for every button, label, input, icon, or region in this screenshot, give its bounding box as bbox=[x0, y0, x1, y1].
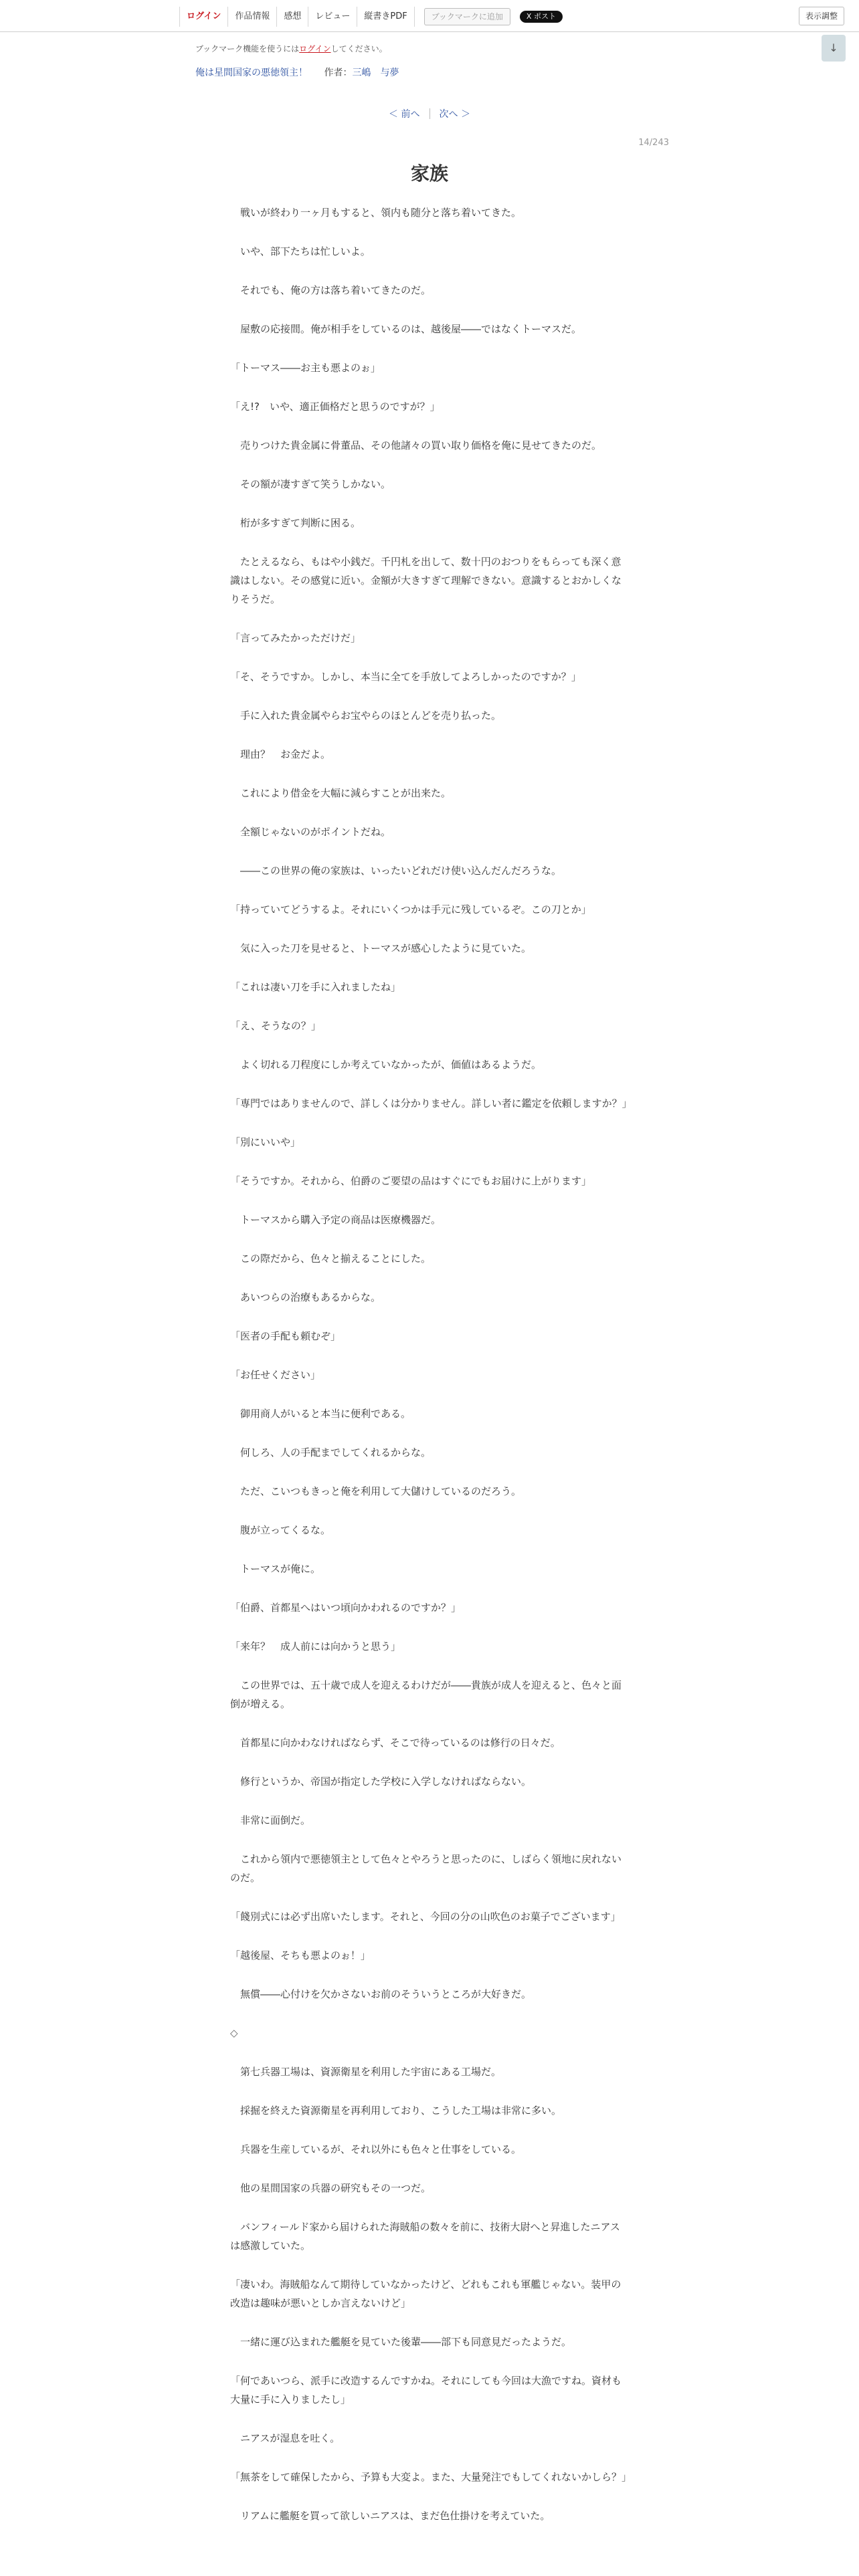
body-paragraph: たとえるなら、もはや小銭だ。千円札を出して、数十円のおつりをもらっても深く意識はしない。その感覚に近い。金額が大きすぎて理解できない。意識するとおかしくなりそうだ。 bbox=[230, 556, 622, 605]
body-paragraph: 一緒に運び込まれた艦艇を見ていた後輩――部下も同意見だったようだ。 bbox=[230, 2336, 572, 2348]
author-label: 作者： bbox=[324, 68, 353, 78]
body-paragraph: これにより借金を大幅に減らすことが出来た。 bbox=[230, 787, 452, 799]
body-paragraph: 「医者の手配も頼むぞ」 bbox=[230, 1330, 341, 1342]
scene-separator: ◇ bbox=[230, 2027, 238, 2039]
body-paragraph: 「言ってみたかっただけだ」 bbox=[230, 632, 361, 644]
body-paragraph: 気に入った刀を見せると、トーマスが感心したように見ていた。 bbox=[230, 942, 532, 954]
chapter-body bbox=[230, 203, 632, 2545]
body-paragraph: 理由？ お金だよ。 bbox=[230, 748, 331, 760]
page-counter: 14/243 bbox=[638, 138, 669, 148]
body-paragraph: 「無茶をして確保したから、予算も大変よ。また、大量発注でもしてくれないかしら？」 bbox=[230, 2471, 632, 2483]
chapter-title: 家族 bbox=[410, 163, 448, 185]
impressions-link[interactable]: 感想 bbox=[277, 7, 308, 27]
body-paragraph: 腹が立ってくるな。 bbox=[230, 1524, 331, 1536]
body-paragraph: 「持っていてどうするよ。それにいくつかは手元に残しているぞ。この刀とか」 bbox=[230, 903, 591, 916]
review-link[interactable]: レビュー bbox=[308, 7, 357, 27]
notice-prefix: ブックマーク機能を使うには bbox=[195, 44, 300, 53]
display-settings-button[interactable]: 表示調整 bbox=[799, 7, 844, 25]
body-paragraph: リアムに艦艇を買って欲しいニアスは、まだ色仕掛けを考えていた。 bbox=[230, 2510, 551, 2522]
body-paragraph: 「別にいいや」 bbox=[230, 1136, 301, 1148]
body-paragraph: 「え、そうなの？」 bbox=[230, 1020, 321, 1032]
body-paragraph: この世界では、五十歳で成人を迎えるわけだが――貴族が成人を迎えると、色々と面倒が増える。 bbox=[230, 1679, 622, 1710]
body-paragraph: 屋敷の応接間。俺が相手をしているのは、越後屋――ではなくトーマスだ。 bbox=[230, 323, 582, 335]
notice-suffix: してください。 bbox=[330, 44, 387, 53]
body-paragraph: 「お任せください」 bbox=[230, 1369, 321, 1381]
body-paragraph: トーマスが俺に。 bbox=[230, 1563, 321, 1575]
body-paragraph: 「え!? いや、適正価格だと思うのですが？」 bbox=[230, 401, 440, 413]
next-chapter-link[interactable]: 次へ ＞ bbox=[439, 109, 470, 120]
body-paragraph: 「餞別式には必ず出席いたします。それと、今回の分の山吹色のお菓子でございます」 bbox=[230, 1911, 621, 1923]
body-paragraph: これから領内で悪徳領主として色々とやろうと思ったのに、しばらく領地に戻れないのだ。 bbox=[230, 1853, 622, 1884]
body-paragraph: トーマスから購入予定の商品は医療機器だ。 bbox=[230, 1214, 442, 1226]
body-paragraph: 「そ、そうですか。しかし、本当に全てを手放してよろしかったのですか？」 bbox=[230, 671, 581, 683]
body-paragraph: その額が凄すぎて笑うしかない。 bbox=[230, 478, 391, 490]
body-paragraph: それでも、俺の方は落ち着いてきたのだ。 bbox=[230, 284, 432, 296]
body-paragraph: 戦いが終わり一ヶ月もすると、領内も随分と落ち着いてきた。 bbox=[230, 207, 522, 219]
body-paragraph: 売りつけた貴金属に骨董品、その他諸々の買い取り価格を俺に見せてきたのだ。 bbox=[230, 439, 602, 451]
scroll-down-icon[interactable]: ↓ bbox=[822, 35, 846, 62]
body-paragraph: この際だから、色々と揃えることにした。 bbox=[230, 1253, 432, 1265]
body-paragraph: 「専門ではありませんので、詳しくは分かりません。詳しい者に鑑定を依頼しますか？」 bbox=[230, 1097, 632, 1109]
nav-menu bbox=[179, 7, 563, 27]
body-paragraph: 全額じゃないのがポイントだね。 bbox=[230, 826, 391, 838]
body-paragraph: 「トーマス――お主も悪よのぉ」 bbox=[230, 362, 381, 374]
body-paragraph: 手に入れた貴金属やらお宝やらのほとんどを売り払った。 bbox=[230, 710, 502, 722]
chapter-pager bbox=[0, 107, 859, 120]
bookmark-notice bbox=[195, 43, 387, 54]
notice-login-link[interactable]: ログイン bbox=[299, 44, 331, 53]
login-link[interactable]: ログイン bbox=[179, 7, 228, 27]
add-bookmark-button[interactable]: ブックマークに追加 bbox=[424, 8, 510, 25]
body-paragraph: 「これは凄い刀を手に入れましたね」 bbox=[230, 981, 401, 993]
body-paragraph: ニアスが湿息を吐く。 bbox=[230, 2432, 341, 2444]
work-title-link[interactable]: 俺は星間国家の悪徳領主！ bbox=[195, 68, 308, 78]
body-paragraph: 「そうですか。それから、伯爵のご要望の品はすぐにでもお届けに上がります」 bbox=[230, 1175, 592, 1187]
body-paragraph: 採掘を終えた資源衛星を再利用しており、こうした工場は非常に多い。 bbox=[230, 2105, 562, 2117]
body-paragraph: 何しろ、人の手配までしてくれるからな。 bbox=[230, 1446, 432, 1459]
body-paragraph: 「越後屋、そちも悪よのぉ！」 bbox=[230, 1949, 371, 1961]
body-paragraph: あいつらの治療もあるからな。 bbox=[230, 1291, 381, 1303]
author-link[interactable]: 三嶋 与夢 bbox=[352, 68, 399, 78]
prev-chapter-link[interactable]: ＜ 前へ bbox=[389, 109, 420, 120]
body-paragraph: よく切れる刀程度にしか考えていなかったが、価値はあるようだ。 bbox=[230, 1059, 542, 1071]
body-paragraph: 無償――心付けを欠かさないお前のそういうところが大好きだ。 bbox=[230, 1988, 532, 2000]
body-paragraph: 修行というか、帝国が指定した学校に入学しなければならない。 bbox=[230, 1776, 532, 1788]
body-paragraph: いや、部下たちは忙しいよ。 bbox=[230, 245, 371, 257]
body-paragraph: 第七兵器工場は、資源衛星を利用した宇宙にある工場だ。 bbox=[230, 2066, 502, 2078]
body-paragraph: ――この世界の俺の家族は、いったいどれだけ使い込んだんだろうな。 bbox=[230, 865, 562, 877]
body-paragraph: 「伯爵、首都星へはいつ頃向かわれるのですか？」 bbox=[230, 1602, 462, 1614]
work-info-line bbox=[195, 66, 399, 79]
body-paragraph: 「来年？ 成人前には向かうと思う」 bbox=[230, 1640, 401, 1652]
body-paragraph: 非常に面倒だ。 bbox=[230, 1814, 311, 1826]
vertical-pdf-link[interactable]: 縦書きPDF bbox=[357, 7, 414, 27]
body-paragraph: 他の星間国家の兵器の研究もその一つだ。 bbox=[230, 2182, 432, 2194]
x-post-button[interactable]: X ポスト bbox=[520, 11, 563, 23]
body-paragraph: 首都星に向かわなければならず、そこで待っているのは修行の日々だ。 bbox=[230, 1737, 561, 1749]
body-paragraph: 兵器を生産しているが、それ以外にも色々と仕事をしている。 bbox=[230, 2143, 522, 2155]
top-nav-bar bbox=[0, 0, 859, 32]
body-paragraph: 「何であいつら、派手に改造するんですかね。それにしても今回は大漁ですね。資材も大量に手に入りましたし」 bbox=[230, 2375, 622, 2405]
body-paragraph: 御用商人がいると本当に便利である。 bbox=[230, 1408, 411, 1420]
body-paragraph: 桁が多すぎて判断に困る。 bbox=[230, 517, 361, 529]
body-paragraph: バンフィールド家から届けられた海賊船の数々を前に、技術大尉へと昇進したニアスは感激していた。 bbox=[230, 2221, 620, 2252]
body-paragraph: ただ、こいつもきっと俺を利用して大儲けしているのだろう。 bbox=[230, 1485, 522, 1497]
body-paragraph: 「凄いわ。海賊船なんて期待していなかったけど、どれもこれも軍艦じゃない。装甲の改造は趣味が悪いとしか言えないけど」 bbox=[230, 2278, 622, 2309]
work-info-link[interactable]: 作品情報 bbox=[228, 7, 277, 27]
